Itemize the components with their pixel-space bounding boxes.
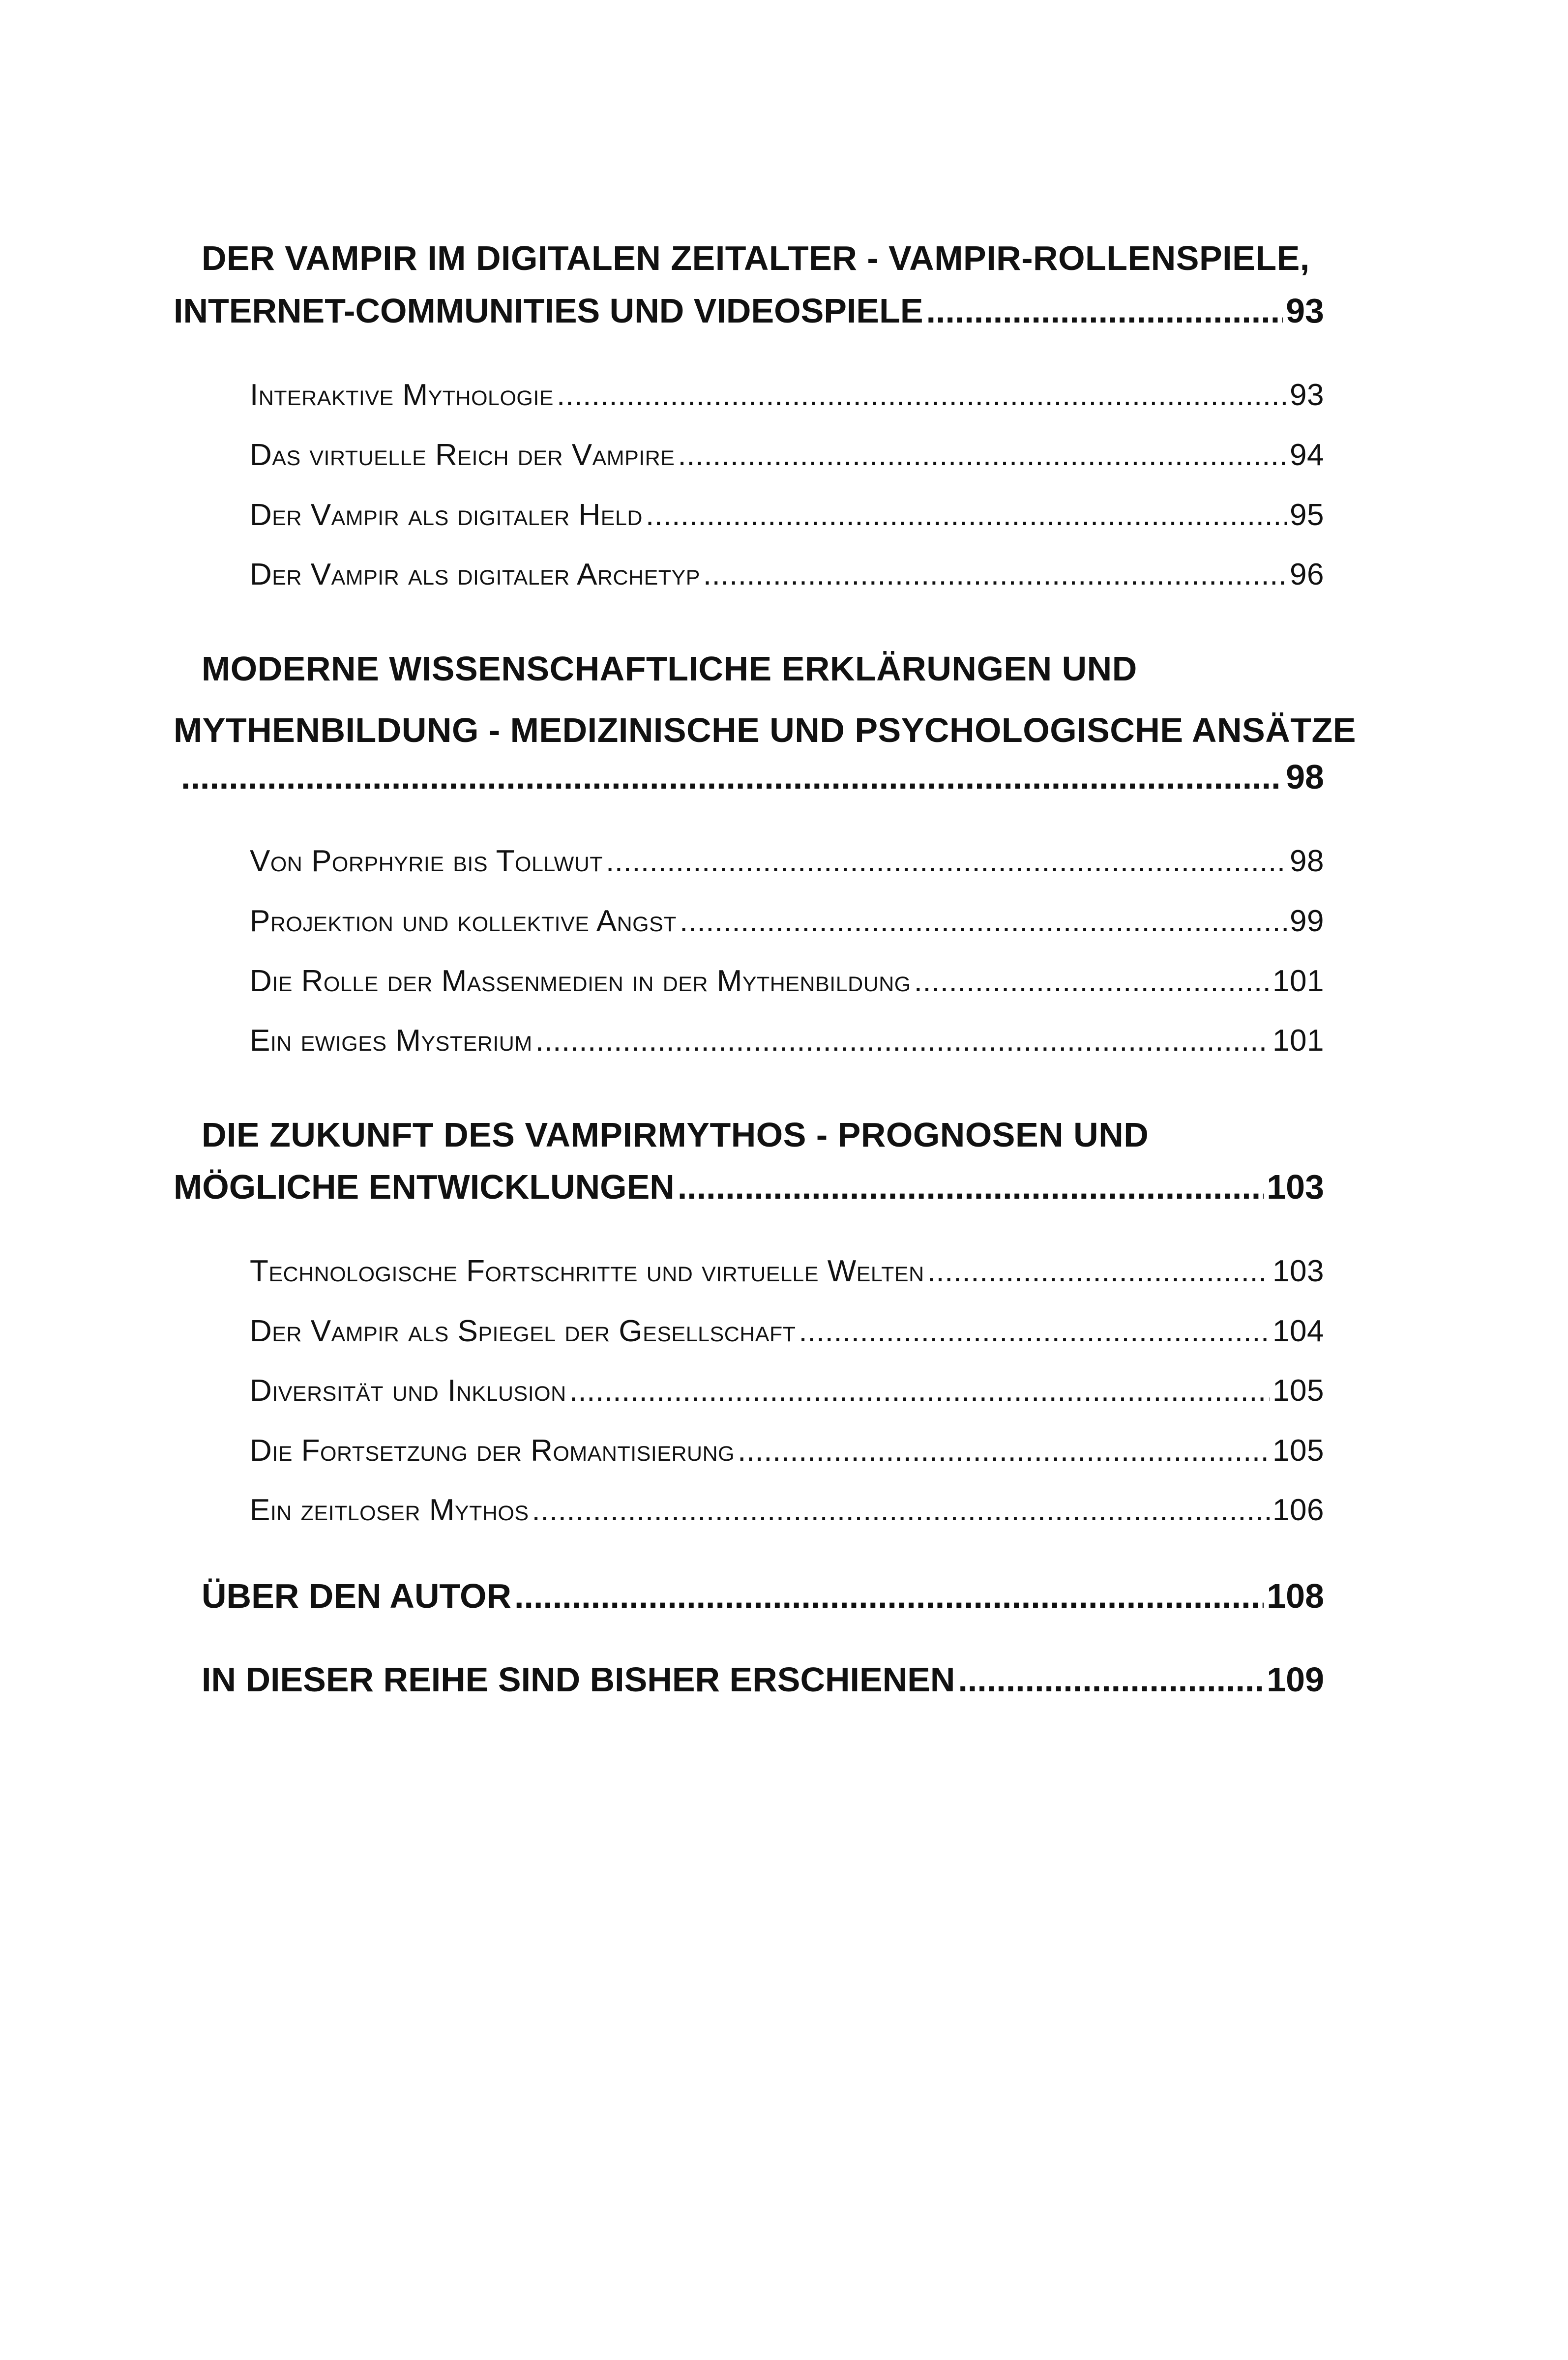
chapter-3-page: 103 <box>1267 1168 1324 1206</box>
sub-entry-page: 94 <box>1290 438 1324 472</box>
dot-leader <box>532 1493 1270 1528</box>
chapter-1-title-line-2: INTERNET-COMMUNITIES UND VIDEOSPIELE <box>174 292 923 330</box>
dot-leader <box>703 557 1287 592</box>
dot-leader <box>678 438 1287 472</box>
chapter-5-page: 109 <box>1267 1660 1324 1699</box>
sub-entry-label: Interaktive Mythologie <box>250 378 554 412</box>
dot-leader <box>958 1660 1264 1699</box>
chapter-4-title: ÜBER DEN AUTOR <box>202 1577 512 1615</box>
dot-leader <box>535 1023 1270 1058</box>
sub-entry-page: 105 <box>1272 1374 1324 1408</box>
toc-sub-entry[interactable] <box>250 904 1324 939</box>
sub-entry-page: 98 <box>1290 844 1324 878</box>
sub-entry-page: 96 <box>1290 558 1324 591</box>
toc-sub-entry[interactable] <box>250 844 1324 879</box>
toc-sub-entry[interactable] <box>250 1373 1324 1408</box>
chapter-1-page: 93 <box>1286 292 1324 330</box>
toc-sub-entry[interactable] <box>250 1433 1324 1468</box>
chapter-4-page: 108 <box>1267 1577 1324 1615</box>
toc-chapter-4-line[interactable] <box>202 1576 1324 1616</box>
toc-chapter-1-line[interactable] <box>174 291 1324 330</box>
sub-entry-label: Von Porphyrie bis Tollwut <box>250 844 603 878</box>
toc-sub-entry[interactable] <box>250 1023 1324 1058</box>
chapter-2-title-line-1: MODERNE WISSENSCHAFTLICHE ERKLÄRUNGEN UND <box>202 649 1137 688</box>
sub-entry-label: Diversität und Inklusion <box>250 1374 566 1408</box>
toc-chapter-3-line[interactable] <box>174 1167 1324 1207</box>
dot-leader <box>926 291 1283 330</box>
chapter-1-title-line-1: DER VAMPIR IM DIGITALEN ZEITALTER - VAMPIR-ROLLENSPIELE, <box>202 239 1310 277</box>
chapter-3-title-line-1: DIE ZUKUNFT DES VAMPIRMYTHOS - PROGNOSEN UND <box>202 1116 1149 1154</box>
dot-leader <box>678 1167 1264 1207</box>
dot-leader <box>569 1373 1270 1408</box>
sub-entry-page: 105 <box>1272 1434 1324 1468</box>
dot-leader <box>914 964 1270 999</box>
toc-chapter-2-line[interactable] <box>181 757 1324 796</box>
dot-leader <box>606 844 1287 879</box>
sub-entry-label: Die Fortsetzung der Romantisierung <box>250 1434 735 1468</box>
toc-sub-entry[interactable] <box>250 378 1324 413</box>
dot-leader <box>181 757 1283 796</box>
sub-entry-page: 103 <box>1272 1254 1324 1288</box>
sub-entry-label: Der Vampir als digitaler Held <box>250 498 643 532</box>
sub-entry-page: 95 <box>1290 498 1324 532</box>
chapter-5-title: IN DIESER REIHE SIND BISHER ERSCHIENEN <box>202 1660 955 1699</box>
sub-entry-label: Der Vampir als Spiegel der Gesellschaft <box>250 1314 796 1348</box>
chapter-2-page: 98 <box>1286 758 1324 796</box>
dot-leader <box>799 1314 1270 1349</box>
sub-entry-page: 101 <box>1272 964 1324 998</box>
dot-leader <box>557 378 1287 413</box>
sub-entry-label: Die Rolle der Massenmedien in der Mythenbildung <box>250 964 911 998</box>
dot-leader <box>646 498 1287 532</box>
dot-leader <box>738 1433 1270 1468</box>
toc-sub-entry[interactable] <box>250 964 1324 999</box>
sub-entry-label: Ein ewiges Mysterium <box>250 1024 533 1058</box>
toc-sub-entry[interactable] <box>250 1314 1324 1349</box>
sub-entry-page: 99 <box>1290 904 1324 938</box>
toc-sub-entry[interactable] <box>250 1493 1324 1528</box>
sub-entry-label: Ein zeitloser Mythos <box>250 1493 529 1527</box>
sub-entry-page: 104 <box>1272 1314 1324 1348</box>
sub-entry-label: Das virtuelle Reich der Vampire <box>250 438 675 472</box>
chapter-2-title-line-2: MYTHENBILDUNG - MEDIZINISCHE UND PSYCHOLOGISCHE ANSÄTZE <box>174 711 1356 749</box>
sub-entry-label: Technologische Fortschritte und virtuelle Welten <box>250 1254 924 1288</box>
dot-leader <box>514 1576 1264 1616</box>
toc-sub-entry[interactable] <box>250 438 1324 472</box>
toc-chapter-5-line[interactable] <box>202 1660 1324 1699</box>
dot-leader <box>680 904 1287 939</box>
chapter-3-title-line-2: MÖGLICHE ENTWICKLUNGEN <box>174 1168 675 1206</box>
sub-entry-page: 101 <box>1272 1024 1324 1058</box>
sub-entry-label: Projektion und kollektive Angst <box>250 904 677 938</box>
sub-entry-page: 93 <box>1290 378 1324 412</box>
dot-leader <box>927 1254 1270 1289</box>
toc-sub-entry[interactable] <box>250 1254 1324 1289</box>
toc-sub-entry[interactable] <box>250 498 1324 532</box>
sub-entry-label: Der Vampir als digitaler Archetyp <box>250 558 700 591</box>
sub-entry-page: 106 <box>1272 1493 1324 1527</box>
toc-sub-entry[interactable] <box>250 557 1324 592</box>
